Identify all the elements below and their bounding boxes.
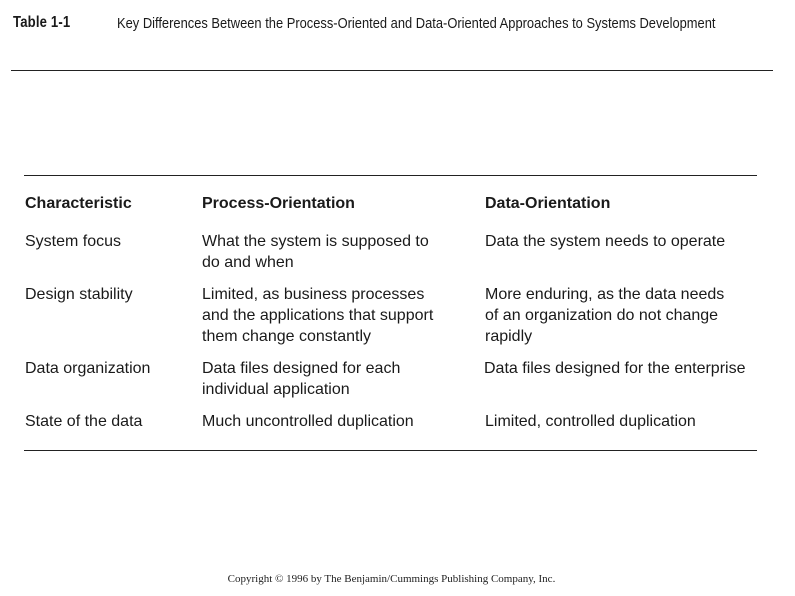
process-cell-data-organization: Data files designed for each individual application bbox=[202, 360, 401, 398]
process-cell-system-focus: What the system is supposed to do and when bbox=[202, 233, 429, 271]
data-cell-data-organization: Data files designed for the enterprise bbox=[484, 360, 746, 377]
table-bottom-rule bbox=[24, 450, 757, 451]
process-cell-state-of-data: Much uncontrolled duplication bbox=[202, 413, 414, 430]
row-label-design-stability: Design stability bbox=[25, 286, 133, 303]
header-divider bbox=[11, 70, 773, 71]
row-label-state-of-data: State of the data bbox=[25, 413, 143, 430]
row-label-data-organization: Data organization bbox=[25, 360, 151, 377]
table-caption bbox=[13, 14, 773, 36]
column-header-process-orientation: Process-Orientation bbox=[202, 195, 355, 212]
data-cell-design-stability: More enduring, as the data needs of an organization do not change rapidly bbox=[485, 286, 725, 345]
table-number: Table 1-1 bbox=[13, 14, 71, 31]
table-title: Key Differences Between the Process-Oriented and Data-Oriented Approaches to Systems Development bbox=[117, 15, 716, 32]
row-label-system-focus: System focus bbox=[25, 233, 122, 250]
data-cell-state-of-data: Limited, controlled duplication bbox=[485, 413, 696, 430]
process-cell-design-stability: Limited, as business processes and the applications that support them change constantly bbox=[202, 286, 434, 345]
column-header-data-orientation: Data-Orientation bbox=[485, 195, 611, 212]
data-cell-system-focus: Data the system needs to operate bbox=[485, 233, 726, 250]
table-top-rule bbox=[24, 175, 757, 176]
copyright-notice: Copyright © 1996 by The Benjamin/Cummings Publishing Company, Inc. bbox=[227, 573, 556, 585]
column-header-characteristic: Characteristic bbox=[25, 195, 132, 212]
